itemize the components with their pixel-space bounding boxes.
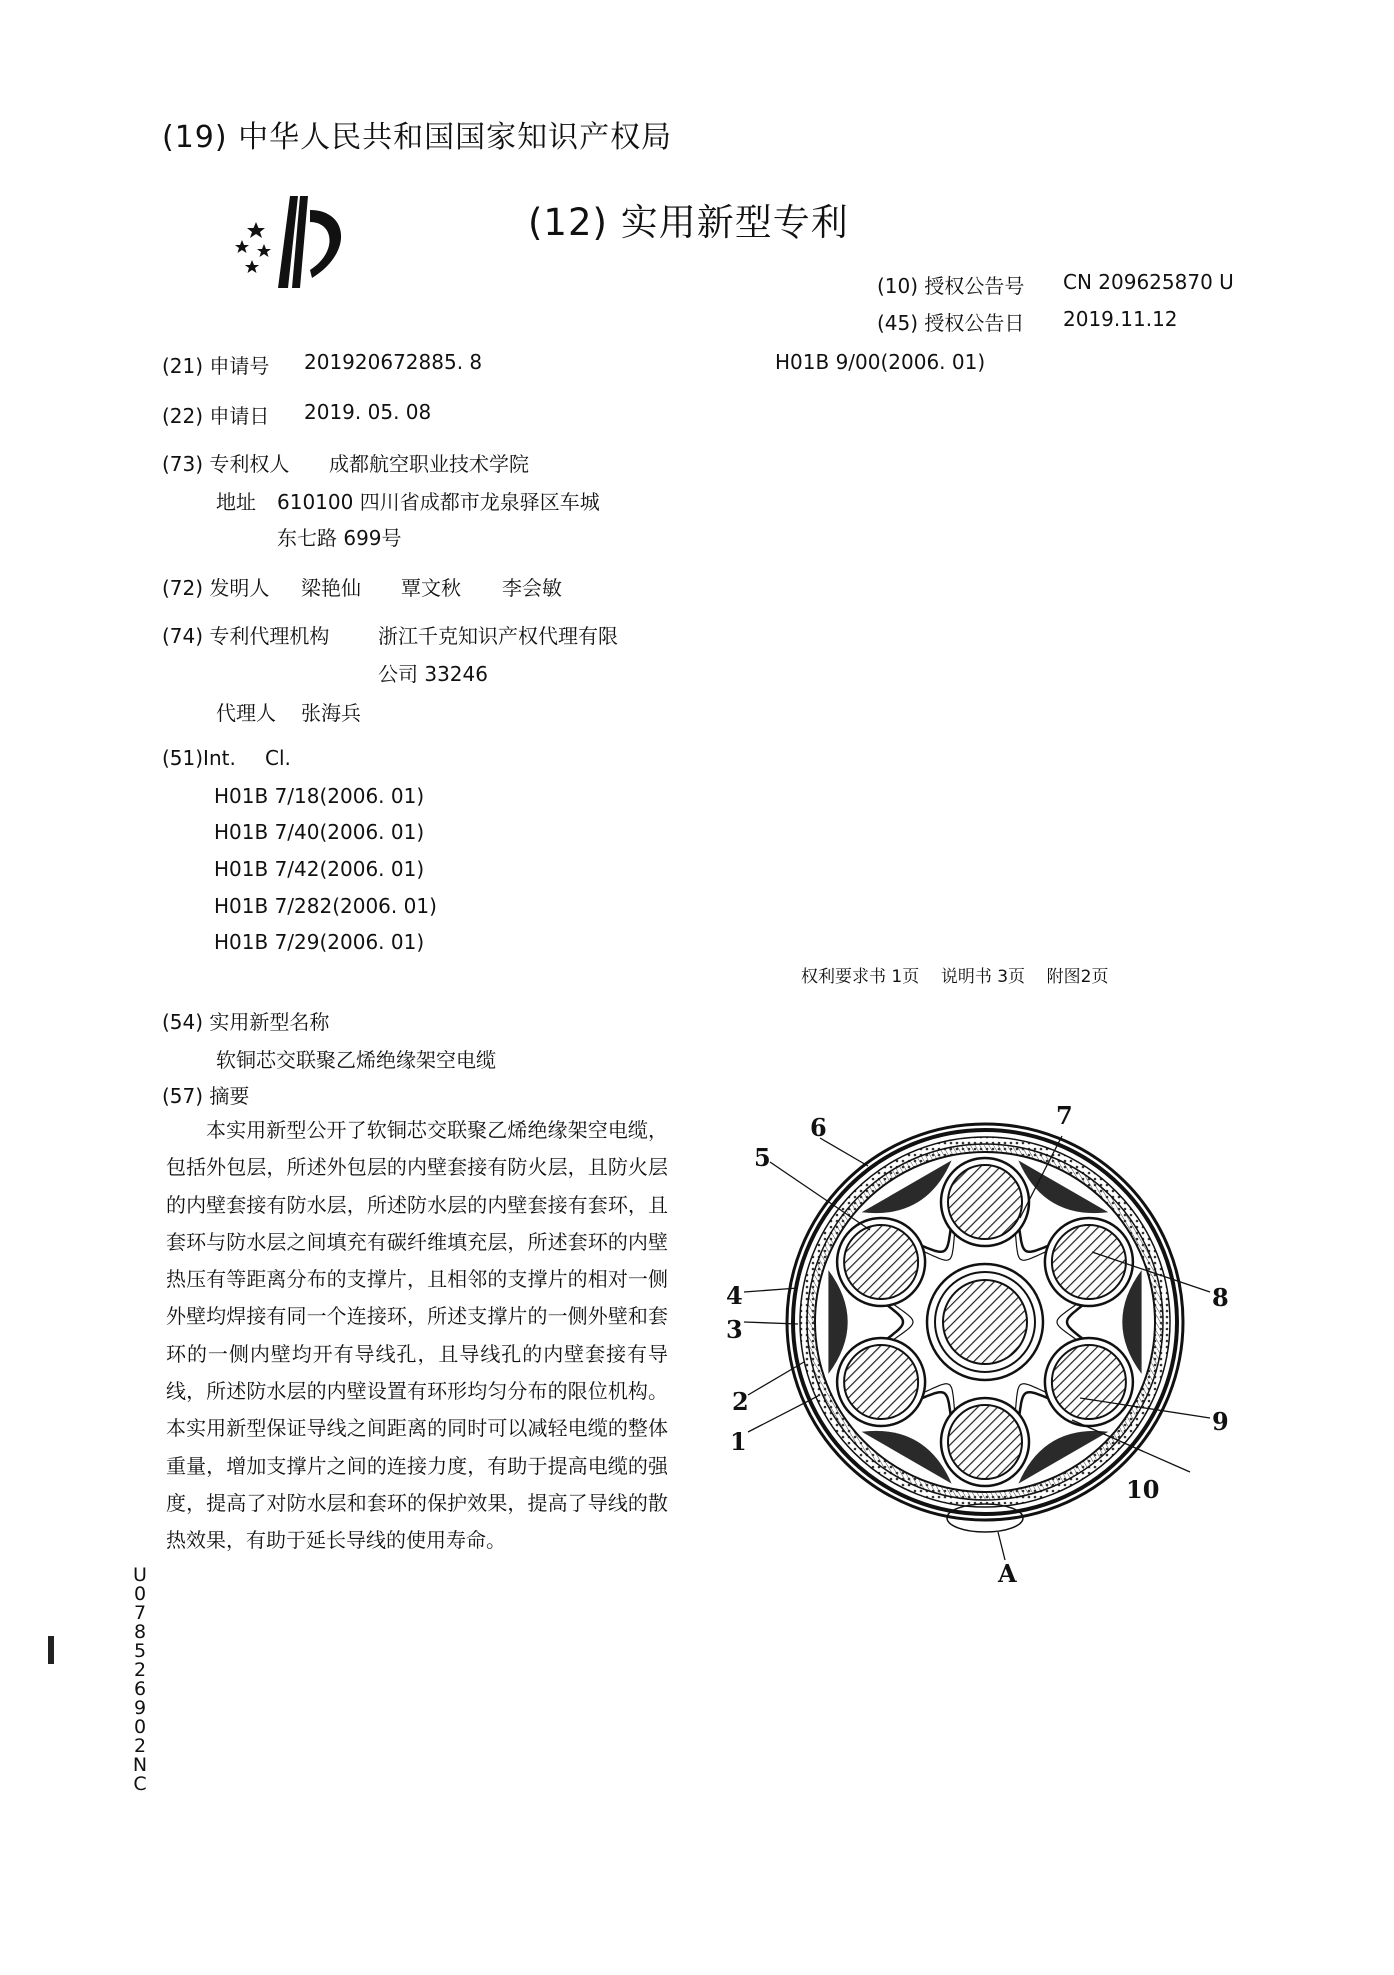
intcl-code: H01B 7/282(2006. 01) bbox=[214, 894, 437, 918]
patentee-name: 成都航空职业技术学院 bbox=[329, 452, 529, 476]
app-date-label: (22) 申请日 bbox=[162, 404, 270, 428]
center-conductor bbox=[927, 1264, 1043, 1380]
agent-name: 张海兵 bbox=[301, 701, 361, 725]
label-3: 3 bbox=[726, 1315, 743, 1344]
agency-name-2: 公司 33246 bbox=[378, 662, 488, 686]
label-6: 6 bbox=[810, 1113, 827, 1142]
label-a: A bbox=[998, 1559, 1017, 1588]
inventor-1: 梁艳仙 bbox=[301, 576, 361, 600]
page-counts: 权利要求书 1页 说明书 3页 附图2页 bbox=[801, 967, 1109, 987]
address-line-1: 610100 四川省成都市龙泉驿区车城 bbox=[277, 490, 600, 514]
label-1: 1 bbox=[730, 1427, 747, 1456]
app-date: 2019. 05. 08 bbox=[304, 400, 432, 424]
address-line-2: 东七路 699号 bbox=[277, 526, 402, 550]
conductor-core bbox=[948, 1405, 1022, 1479]
label-7: 7 bbox=[1056, 1101, 1073, 1130]
conductor-core bbox=[1052, 1345, 1126, 1419]
agency-label: (74) 专利代理机构 bbox=[162, 624, 330, 648]
patentee-label: (73) 专利权人 bbox=[162, 452, 290, 476]
pub-number-label: (10) 授权公告号 bbox=[877, 274, 1025, 298]
agency-name-1: 浙江千克知识产权代理有限 bbox=[378, 624, 618, 648]
label-8: 8 bbox=[1212, 1283, 1229, 1312]
intcl-label-cl: Cl. bbox=[265, 746, 291, 770]
label-2: 2 bbox=[732, 1387, 749, 1416]
cable-cross-section-figure bbox=[720, 1080, 1240, 1600]
abstract-body bbox=[166, 1112, 668, 1560]
pub-number: CN 209625870 U bbox=[1063, 270, 1234, 294]
inventors-label: (72) 发明人 bbox=[162, 576, 270, 600]
utility-model-title: 软铜芯交联聚乙烯绝缘架空电缆 bbox=[216, 1048, 496, 1072]
conductor-core bbox=[1052, 1225, 1126, 1299]
margin-bar bbox=[48, 1636, 54, 1664]
intcl-code: H01B 7/29(2006. 01) bbox=[214, 930, 425, 954]
label-4: 4 bbox=[726, 1281, 743, 1310]
pub-date-label: (45) 授权公告日 bbox=[877, 311, 1025, 335]
conductor-core bbox=[844, 1345, 918, 1419]
side-document-code: U 0 7 8 5 2 6 9 0 2 N C bbox=[132, 1564, 148, 1795]
patent-type: (12) 实用新型专利 bbox=[528, 201, 849, 244]
inventor-2: 覃文秋 bbox=[401, 576, 461, 600]
inventor-3: 李会敏 bbox=[502, 576, 562, 600]
intcl-code: H01B 7/42(2006. 01) bbox=[214, 857, 425, 881]
app-number-label: (21) 申请号 bbox=[162, 354, 270, 378]
intcl-label: (51)Int. bbox=[162, 746, 236, 770]
label-10: 10 bbox=[1126, 1475, 1160, 1504]
intcl-code: H01B 7/18(2006. 01) bbox=[214, 784, 425, 808]
issuing-office: (19) 中华人民共和国国家知识产权局 bbox=[162, 120, 673, 155]
abstract-text: 本实用新型公开了软铜芯交联聚乙烯绝缘架空电缆，包括外包层，所述外包层的内壁套接有防火层，且防火层的内壁套接有防水层，所述防水层的内壁套接有套环，且套环与防水层之间填充有碳纤维填充层，所述套环的内壁热压有等距离分布的支撑片，且相邻的支撑片的相对一侧外壁均焊接有同一个连接环，所述支撑片的一侧外壁和套环的一侧内壁均开有导线孔，且导线孔的内壁套接有导线，所述防水层的内壁设置有环形均匀分布的限位机构。本实用新型保证导线之间距离的同时可以减轻电缆的整体重量，增加支撑片之间的连接力度，有助于提高电缆的强度，提高了对防水层和套环的保护效果，提高了导线的散热效果，有助于延长导线的使用寿命。 bbox=[166, 1118, 668, 1553]
conductor-core bbox=[948, 1165, 1022, 1239]
address-label: 地址 bbox=[216, 490, 256, 514]
conductor-core bbox=[844, 1225, 918, 1299]
abstract-label: (57) 摘要 bbox=[162, 1084, 250, 1108]
app-number: 201920672885. 8 bbox=[304, 350, 483, 374]
ipc-main: H01B 9/00(2006. 01) bbox=[775, 350, 986, 374]
pub-date: 2019.11.12 bbox=[1063, 307, 1178, 331]
agent-label: 代理人 bbox=[216, 701, 276, 725]
title-label: (54) 实用新型名称 bbox=[162, 1010, 330, 1034]
intcl-code: H01B 7/40(2006. 01) bbox=[214, 820, 425, 844]
cnipa-logo bbox=[228, 192, 364, 292]
label-5: 5 bbox=[754, 1143, 771, 1172]
label-9: 9 bbox=[1212, 1407, 1229, 1436]
